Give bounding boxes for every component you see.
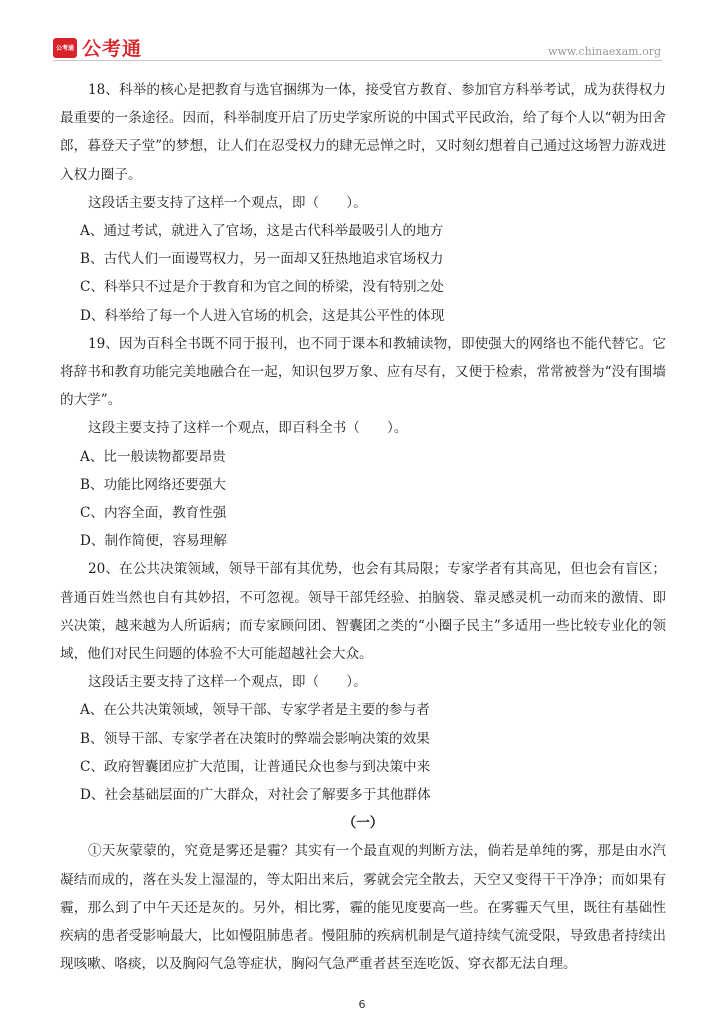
site-url[interactable]: www.chinaexam.org xyxy=(548,45,661,58)
question-20-option-d: D、社会基础层面的广大群众，对社会了解要多于其他群体 xyxy=(80,787,431,804)
question-19-option-d: D、制作简便，容易理解 xyxy=(80,533,227,550)
header-divider xyxy=(53,60,662,61)
question-18-option-c: C、科举只不过是介于教育和为官之间的桥梁，没有特别之处 xyxy=(80,279,444,296)
logo-text: 公考通 xyxy=(82,38,143,60)
question-18-option-b: B、古代人们一面谩骂权力，另一面却又狂热地追求官场权力 xyxy=(80,251,444,268)
question-18-stem: 18、科举的核心是把教育与选官捆绑为一体，接受官方教育、参加官方科举考试，成为获得权力最重要的一条途径。因而，科举制度开启了历史学家所说的中国式平民政治，给了每个人以“朝为田舍郎，暮登天子堂”的梦想，让人们在忍受权力的肆无忌惮之时，又时刻幻想着自己通过这场智力游戏进入权力圈子。 xyxy=(60,82,666,183)
brand-logo[interactable] xyxy=(53,34,142,61)
question-18-option-a: A、通过考试，就进入了官场，这是古代科举最吸引人的地方 xyxy=(80,223,444,240)
question-18-prompt: 这段话主要支持了这样一个观点，即（ ）。 xyxy=(88,194,367,211)
question-19-option-c: C、内容全面，教育性强 xyxy=(80,505,227,522)
document-body xyxy=(60,76,666,979)
question-20-option-a: A、在公共决策领域，领导干部、专家学者是主要的参与者 xyxy=(80,702,430,719)
question-18-option-d: D、科举给了每一个人进入官场的机会，这是其公平性的体现 xyxy=(80,307,445,324)
question-19-stem: 19、因为百科全书既不同于报刊，也不同于课本和教辅读物，即使强大的网络也不能代替它。它将辞书和教育功能完美地融合在一起，知识包罗万象、应有尽有，又便于检索，常常被誉为“没有围墙的大学”。 xyxy=(60,335,666,409)
page-number: 6 xyxy=(358,998,366,1011)
logo-badge-icon: 公考通 xyxy=(53,38,77,58)
question-20-stem: 20、在公共决策领域，领导干部有其优势，也会有其局限；专家学者有其高见，但也会有盲区；普通百姓当然也自有其妙招，不可忽视。领导干部凭经验、拍脑袋、靠灵感灵机一动而来的激情、即兴决策，越来越为人所诟病；而专家顾问团、智囊团之类的“小圈子民主”多适用一些比较专业化的领域，他们对民生问题的体验不大可能超越社会大众。 xyxy=(60,561,666,663)
question-20-prompt: 这段话主要支持了这样一个观点，即（ ）。 xyxy=(88,674,367,691)
section-heading: （一） xyxy=(342,815,384,832)
question-19-option-a: A、比一般读物都要昂贵 xyxy=(80,448,226,465)
question-20-option-c: C、政府智囊团应扩大范围，让普通民众也参与到决策中来 xyxy=(80,758,431,775)
section-paragraph-1: ①天灰蒙蒙的，究竟是雾还是霾？其实有一个最直观的判断方法，倘若是单纯的雾，那是由水汽凝结而成的，落在头发上湿湿的，等太阳出来后，雾就会完全散去，天空又变得干干净净；而如果有霾，那么到了中午天还是灰的。另外，相比雾，霾的能见度要高一些。在雾霾天气里，既往有基础性疾病的患者受影响最大，比如慢阻肺患者。慢阻肺的疾病机制是气道持续气流受限，导致患者持续出现咳嗽、咯痰，以及胸闷气急等症状，胸闷气急严重者甚至连吃饭、穿衣都无法自理。 xyxy=(60,843,666,973)
question-19-option-b: B、功能比网络还要强大 xyxy=(80,476,226,493)
question-19-prompt: 这段主要支持了这样一个观点，即百科全书（ ）。 xyxy=(88,420,408,437)
question-20-option-b: B、领导干部、专家学者在决策时的弊端会影响决策的效果 xyxy=(80,730,430,747)
page-header xyxy=(0,0,724,60)
